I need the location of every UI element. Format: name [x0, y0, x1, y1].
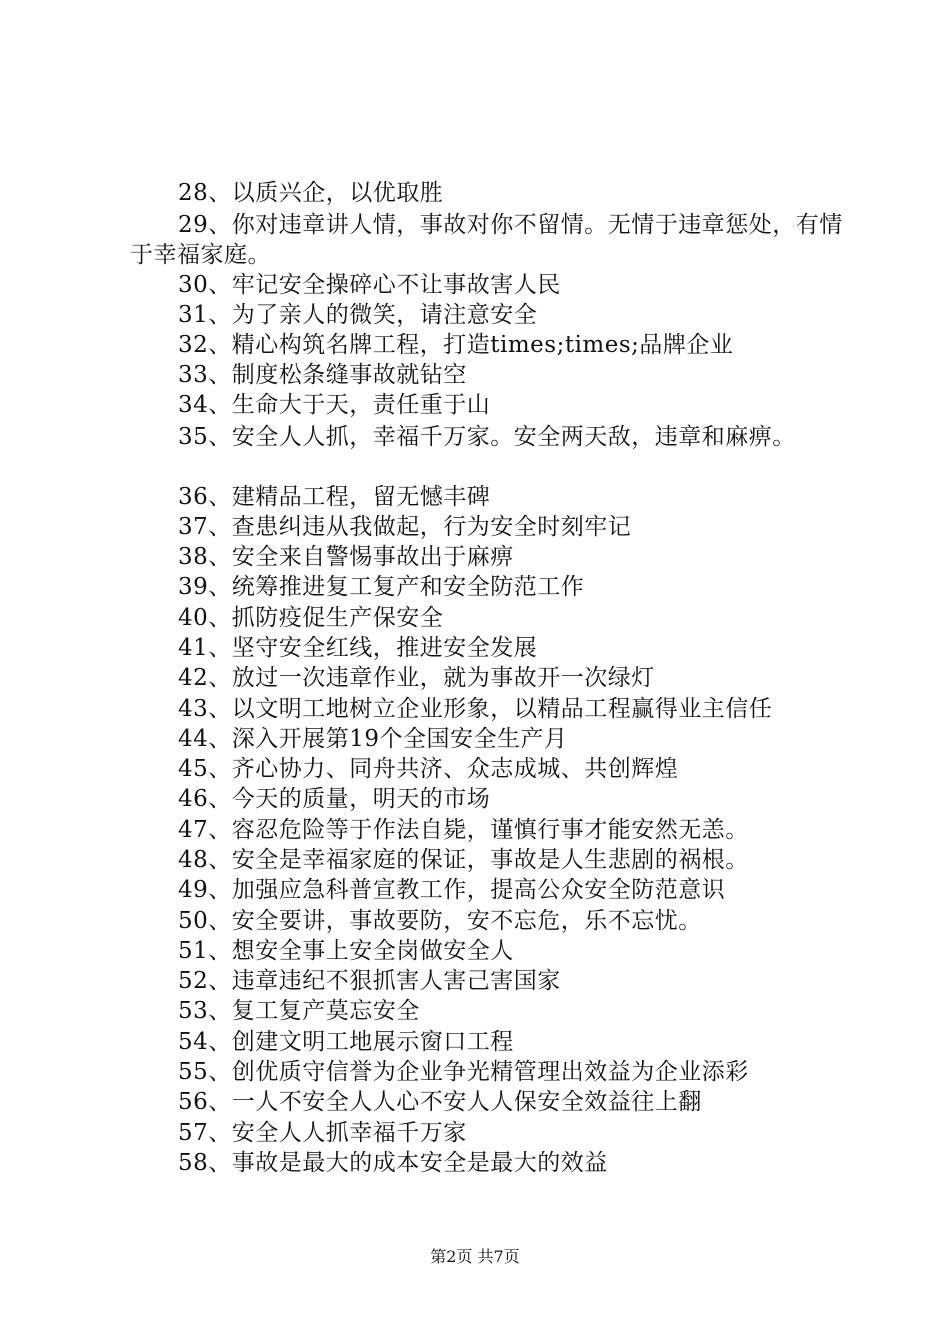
list-item: 47、容忍危险等于作法自毙，谨慎行事才能安然无恙。 [178, 817, 749, 843]
page-footer: 第2页 共7页 [430, 1247, 520, 1266]
list-item: 46、今天的质量，明天的市场 [178, 786, 491, 812]
list-item: 32、精心构筑名牌工程，打造times;times;品牌企业 [178, 332, 734, 358]
list-item: 30、牢记安全操碎心不让事故害人民 [178, 272, 561, 298]
list-item: 43、以文明工地树立企业形象，以精品工程赢得业主信任 [178, 696, 773, 722]
list-item: 42、放过一次违章作业，就为事故开一次绿灯 [178, 665, 655, 691]
list-item: 35、安全人人抓，幸福千万家。安全两天敌，违章和麻痹。 [178, 424, 796, 450]
list-item: 45、齐心协力、同舟共济、众志成城、共创辉煌 [178, 756, 679, 782]
list-item: 36、建精品工程，留无憾丰碑 [178, 484, 491, 510]
list-item: 31、为了亲人的微笑，请注意安全 [178, 302, 538, 328]
list-item: 39、统筹推进复工复产和安全防范工作 [178, 574, 585, 600]
list-item: 54、创建文明工地展示窗口工程 [178, 1029, 514, 1055]
list-item: 40、抓防疫促生产保安全 [178, 605, 444, 631]
list-item: 41、坚守安全红线，推进安全发展 [178, 635, 538, 661]
list-item: 50、安全要讲，事故要防，安不忘危，乐不忘忧。 [178, 908, 702, 934]
list-item: 51、想安全事上安全岗做安全人 [178, 938, 514, 964]
list-item: 56、一人不安全人人心不安人人保安全效益往上翻 [178, 1089, 702, 1115]
list-item: 58、事故是最大的成本安全是最大的效益 [178, 1150, 608, 1176]
list-item: 48、安全是幸福家庭的保证，事故是人生悲剧的祸根。 [178, 847, 749, 873]
list-item: 49、加强应急科普宣教工作，提高公众安全防范意识 [178, 877, 726, 903]
list-item: 38、安全来自警惕事故出于麻痹 [178, 544, 514, 570]
list-item: 53、复工复产莫忘安全 [178, 998, 420, 1024]
list-item: 34、生命大于天，责任重于山 [178, 392, 491, 418]
list-item: 55、创优质守信誉为企业争光精管理出效益为企业添彩 [178, 1059, 749, 1085]
list-item: 57、安全人人抓幸福千万家 [178, 1120, 467, 1146]
list-item: 28、以质兴企，以优取胜 [178, 180, 444, 206]
list-item: 33、制度松条缝事故就钻空 [178, 362, 467, 388]
list-item: 52、违章违纪不狠抓害人害己害国家 [178, 968, 561, 994]
list-item: 37、查患纠违从我做起，行为安全时刻牢记 [178, 514, 632, 540]
list-item: 29、你对违章讲人情，事故对你不留情。无情于违章惩处，有情于幸福家庭。 [130, 212, 843, 268]
list-item: 44、深入开展第19个全国安全生产月 [178, 726, 568, 752]
